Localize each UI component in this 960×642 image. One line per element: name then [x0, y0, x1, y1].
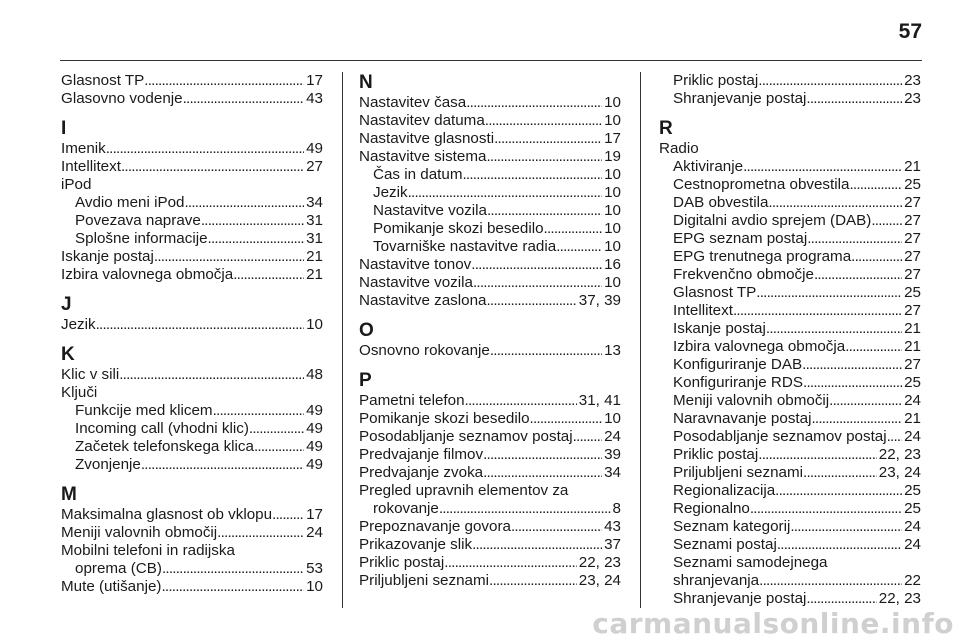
- dot-leader: [183, 90, 305, 108]
- page-reference: 21: [306, 266, 323, 283]
- page-reference: 10: [604, 166, 621, 183]
- index-entry: [359, 554, 621, 572]
- page-reference: 23, 24: [578, 572, 621, 589]
- index-letter-heading: M: [61, 484, 77, 505]
- index-subentry: [659, 518, 921, 536]
- index-term: Maksimalna glasnost ob vklopu: [61, 506, 273, 523]
- index-subentry: [61, 212, 323, 230]
- dot-leader: [743, 158, 902, 176]
- index-group-heading: Ključi: [61, 384, 98, 401]
- index-subentry: [659, 320, 921, 338]
- index-group-heading: iPod: [61, 176, 92, 193]
- page-reference: 10: [604, 112, 621, 129]
- index-entry: [61, 266, 323, 284]
- dot-leader: [483, 464, 602, 482]
- index-term: Seznami postaj: [673, 536, 777, 553]
- index-term: Regionalizacija: [673, 482, 776, 499]
- page-reference: 21: [904, 338, 921, 355]
- index-term: Glasnost TP: [673, 284, 757, 301]
- page-reference: 21: [904, 158, 921, 175]
- index-term: Priklic postaj: [673, 72, 759, 89]
- dot-leader: [887, 428, 902, 446]
- page-reference: 10: [604, 238, 621, 255]
- index-entry: [359, 464, 621, 482]
- page-reference: 27: [904, 212, 921, 229]
- index-entry: [359, 446, 621, 464]
- index-entry: [359, 572, 621, 590]
- index-term: Čas in datum: [373, 166, 463, 183]
- index-term: Seznam kategorij: [673, 518, 791, 535]
- dot-leader: [487, 202, 602, 220]
- index-subentry: [659, 266, 921, 284]
- index-term: Meniji valovnih območij: [673, 392, 830, 409]
- dot-leader: [121, 158, 304, 176]
- dot-leader: [556, 238, 602, 256]
- index-term: Aktiviranje: [673, 158, 744, 175]
- index-term: Priljubljeni seznami: [673, 464, 803, 481]
- index-term: Priljubljeni seznami: [359, 572, 489, 589]
- page-reference: 22, 23: [878, 590, 921, 607]
- page-reference: 22: [904, 572, 921, 589]
- index-group-heading: Radio: [659, 140, 699, 157]
- index-term: Osnovno rokovanje: [359, 342, 490, 359]
- index-letter-heading: K: [61, 344, 75, 365]
- index-subentry: [359, 202, 621, 220]
- page-reference: 10: [604, 184, 621, 201]
- index-term: Začetek telefonskega klica: [75, 438, 254, 455]
- dot-leader: [573, 428, 602, 446]
- dot-leader: [162, 560, 304, 578]
- index-term: Tovarniške nastavitve radia: [373, 238, 557, 255]
- dot-leader: [775, 482, 902, 500]
- dot-leader: [829, 392, 902, 410]
- page-reference: 10: [604, 202, 621, 219]
- header-rule: [60, 60, 922, 61]
- dot-leader: [473, 274, 602, 292]
- index-term: EPG seznam postaj: [673, 230, 808, 247]
- page-reference: 24: [604, 428, 621, 445]
- page-reference: 13: [604, 342, 621, 359]
- index-subentry: [61, 456, 323, 474]
- dot-leader: [485, 112, 602, 130]
- index-column-1: [61, 72, 323, 596]
- index-group-heading: Pregled upravnih elementov za: [359, 482, 569, 499]
- index-term: Frekvenčno območje: [673, 266, 814, 283]
- index-term: Mute (utišanje): [61, 578, 162, 595]
- index-subentry: [61, 230, 323, 248]
- index-entry: [359, 148, 621, 166]
- dot-leader: [141, 456, 304, 474]
- index-subentry: [659, 284, 921, 302]
- index-letter-heading: N: [359, 72, 373, 93]
- page-reference: 48: [306, 366, 323, 383]
- index-term: EPG trenutnega programa: [673, 248, 852, 265]
- dot-leader: [272, 506, 304, 524]
- index-term: Iskanje postaj: [673, 320, 766, 337]
- page-reference: 27: [904, 266, 921, 283]
- dot-leader: [803, 464, 877, 482]
- index-subentry: [659, 500, 921, 518]
- page-reference: 21: [904, 410, 921, 427]
- index-term: Glasnost TP: [61, 72, 145, 89]
- index-term: Avdio meni iPod: [75, 194, 185, 211]
- index-term: Intellitext: [61, 158, 121, 175]
- index-entry: [359, 130, 621, 148]
- index-subentry: [659, 482, 921, 500]
- index-entry: [359, 392, 621, 410]
- dot-leader: [790, 518, 902, 536]
- page-reference: 25: [904, 176, 921, 193]
- dot-leader: [161, 578, 304, 596]
- page-reference: 31: [306, 212, 323, 229]
- dot-leader: [802, 356, 902, 374]
- dot-leader: [544, 220, 603, 238]
- index-subentry: [61, 438, 323, 456]
- dot-leader: [733, 302, 902, 320]
- page-reference: 22, 23: [578, 554, 621, 571]
- index-entry: [359, 342, 621, 360]
- page-reference: 21: [306, 248, 323, 265]
- index-subentry: [359, 238, 621, 256]
- index-subentry: [659, 536, 921, 554]
- index-term: Predvajanje filmov: [359, 446, 484, 463]
- page-reference: 27: [904, 302, 921, 319]
- index-term: Povezava naprave: [75, 212, 201, 229]
- index-column-2: [359, 72, 621, 590]
- page-reference: 10: [306, 578, 323, 595]
- page-reference: 10: [306, 316, 323, 333]
- index-column-3: [659, 72, 921, 608]
- index-subentry: [659, 590, 921, 608]
- index-subentry: [61, 420, 323, 438]
- index-term: Prikazovanje slik: [359, 536, 473, 553]
- index-subentry: [61, 402, 323, 420]
- index-term: shranjevanja: [673, 572, 760, 589]
- dot-leader: [96, 316, 304, 334]
- index-subentry: [659, 248, 921, 266]
- page-reference: 16: [604, 256, 621, 273]
- page-reference: 24: [904, 428, 921, 445]
- index-entry: [61, 248, 323, 266]
- page-number: 57: [898, 20, 922, 43]
- page-reference: 25: [904, 482, 921, 499]
- dot-leader: [144, 72, 304, 90]
- page-reference: 34: [306, 194, 323, 211]
- page-reference: 49: [306, 420, 323, 437]
- index-letter-heading: I: [61, 118, 67, 139]
- index-term: Priklic postaj: [673, 446, 759, 463]
- index-term: Zvonjenje: [75, 456, 141, 473]
- index-entry: [61, 140, 323, 158]
- index-subentry: [359, 184, 621, 202]
- watermark: carmanualsonline.info: [592, 607, 954, 640]
- page-reference: 31, 41: [578, 392, 621, 409]
- dot-leader: [807, 230, 902, 248]
- column-divider: [640, 72, 641, 608]
- index-term: Intellitext: [673, 302, 733, 319]
- index-subentry: [659, 194, 921, 212]
- index-term: Priklic postaj: [359, 554, 445, 571]
- page-reference: 49: [306, 140, 323, 157]
- index-term: Nastavitev datuma: [359, 112, 485, 129]
- index-subentry: [659, 212, 921, 230]
- index-entry: [61, 158, 323, 176]
- page-reference: 49: [306, 402, 323, 419]
- page-reference: 23: [904, 90, 921, 107]
- dot-leader: [490, 342, 602, 360]
- page-reference: 10: [604, 220, 621, 237]
- index-term: Splošne informacije: [75, 230, 208, 247]
- index-term: Jezik: [373, 184, 408, 201]
- index-term: Nastavitve glasnosti: [359, 130, 495, 147]
- index-subentry: [659, 302, 921, 320]
- index-subentry: [359, 166, 621, 184]
- index-entry: [359, 292, 621, 310]
- page-reference: 24: [904, 536, 921, 553]
- index-subentry: [359, 500, 621, 518]
- index-subentry: [61, 194, 323, 212]
- index-term: Pametni telefon: [359, 392, 465, 409]
- index-term: Nastavitve tonov: [359, 256, 472, 273]
- page-reference: 8: [612, 500, 621, 517]
- index-term: Klic v sili: [61, 366, 120, 383]
- page-reference: 27: [904, 356, 921, 373]
- index-term: Predvajanje zvoka: [359, 464, 484, 481]
- index-term: Nastavitev časa: [359, 94, 467, 111]
- index-entry: [359, 518, 621, 536]
- dot-leader: [249, 420, 304, 438]
- dot-leader: [486, 292, 576, 310]
- dot-leader: [119, 366, 304, 384]
- index-subentry: [659, 410, 921, 428]
- dot-leader: [483, 446, 602, 464]
- index-letter-heading: P: [359, 370, 372, 391]
- page-reference: 39: [604, 446, 621, 463]
- dot-leader: [806, 90, 902, 108]
- index-subentry: [659, 158, 921, 176]
- index-entry: [61, 506, 323, 524]
- index-term: Izbira valovnega območja: [61, 266, 234, 283]
- dot-leader: [154, 248, 304, 266]
- page-reference: 23: [904, 72, 921, 89]
- dot-leader: [213, 402, 305, 420]
- dot-leader: [777, 536, 902, 554]
- index-subentry: [659, 392, 921, 410]
- page-reference: 10: [604, 274, 621, 291]
- index-entry: [359, 428, 621, 446]
- index-subentry: [659, 374, 921, 392]
- index-term: Jezik: [61, 316, 96, 333]
- dot-leader: [472, 536, 602, 554]
- index-entry: [359, 94, 621, 112]
- page-reference: 53: [306, 560, 323, 577]
- index-subentry: [659, 428, 921, 446]
- index-group-heading: Seznami samodejnega: [673, 554, 828, 571]
- dot-leader: [489, 572, 577, 590]
- index-term: Nastavitve sistema: [359, 148, 487, 165]
- index-term: DAB obvestila: [673, 194, 769, 211]
- index-term: Incoming call (vhodni klic): [75, 420, 249, 437]
- index-subentry: [659, 90, 921, 108]
- dot-leader: [462, 166, 602, 184]
- page-reference: 24: [904, 392, 921, 409]
- page-reference: 31: [306, 230, 323, 247]
- page-reference: 37: [604, 536, 621, 553]
- index-term: Glasovno vodenje: [61, 90, 183, 107]
- index-term: Izbira valovnega območja: [673, 338, 846, 355]
- index-term: Konfiguriranje RDS: [673, 374, 803, 391]
- page-reference: 25: [904, 500, 921, 517]
- index-subentry: [659, 176, 921, 194]
- index-entry: [61, 72, 323, 90]
- dot-leader: [750, 500, 902, 518]
- page-reference: 43: [604, 518, 621, 535]
- index-letter-heading: R: [659, 118, 673, 139]
- dot-leader: [465, 392, 577, 410]
- index-letter-heading: J: [61, 294, 72, 315]
- dot-leader: [530, 410, 603, 428]
- index-term: Naravnavanje postaj: [673, 410, 812, 427]
- dot-leader: [471, 256, 602, 274]
- index-entry: [61, 578, 323, 596]
- dot-leader: [511, 518, 602, 536]
- index-term: Konfiguriranje DAB: [673, 356, 803, 373]
- index-entry: [359, 256, 621, 274]
- index-term: Posodabljanje seznamov postaj: [673, 428, 887, 445]
- page-reference: 17: [306, 506, 323, 523]
- dot-leader: [217, 524, 304, 542]
- dot-leader: [811, 410, 902, 428]
- dot-leader: [849, 176, 902, 194]
- page-reference: 49: [306, 456, 323, 473]
- index-term: Digitalni avdio sprejem (DAB): [673, 212, 872, 229]
- index-entry: [61, 524, 323, 542]
- dot-leader: [851, 248, 902, 266]
- index-subentry: [61, 560, 323, 578]
- index-subentry: [659, 338, 921, 356]
- page-reference: 10: [604, 410, 621, 427]
- index-subentry: [659, 230, 921, 248]
- column-divider: [342, 72, 343, 608]
- index-subentry: [659, 572, 921, 590]
- index-term: Meniji valovnih območij: [61, 524, 218, 541]
- index-term: Nastavitve zaslona: [359, 292, 487, 309]
- dot-leader: [254, 438, 304, 456]
- index-entry: [61, 90, 323, 108]
- dot-leader: [466, 94, 602, 112]
- page-reference: 23, 24: [878, 464, 921, 481]
- dot-leader: [756, 284, 902, 302]
- dot-leader: [444, 554, 577, 572]
- page-reference: 19: [604, 148, 621, 165]
- index-term: Regionalno: [673, 500, 750, 517]
- index-term: Posodabljanje seznamov postaj: [359, 428, 573, 445]
- index-entry: [359, 274, 621, 292]
- page-reference: 22, 23: [878, 446, 921, 463]
- dot-leader: [845, 338, 902, 356]
- page-reference: 34: [604, 464, 621, 481]
- index-term: Pomikanje skozi besedilo: [373, 220, 544, 237]
- page-reference: 24: [306, 524, 323, 541]
- dot-leader: [758, 72, 902, 90]
- page-reference: 37, 39: [578, 292, 621, 309]
- dot-leader: [814, 266, 902, 284]
- index-subentry: [359, 220, 621, 238]
- dot-leader: [494, 130, 602, 148]
- dot-leader: [201, 212, 304, 230]
- index-entry: [61, 366, 323, 384]
- index-letter-heading: O: [359, 320, 374, 341]
- page-reference: 17: [604, 130, 621, 147]
- dot-leader: [106, 140, 304, 158]
- index-entry: [359, 410, 621, 428]
- page-reference: 27: [904, 194, 921, 211]
- dot-leader: [486, 148, 602, 166]
- index-group-heading: Mobilni telefoni in radijska: [61, 542, 235, 559]
- dot-leader: [766, 320, 902, 338]
- dot-leader: [768, 194, 902, 212]
- index-subentry: [659, 446, 921, 464]
- index-entry: [359, 112, 621, 130]
- index-term: Imenik: [61, 140, 106, 157]
- dot-leader: [758, 446, 877, 464]
- dot-leader: [408, 184, 602, 202]
- index-term: Shranjevanje postaj: [673, 90, 807, 107]
- page-reference: 21: [904, 320, 921, 337]
- dot-leader: [759, 572, 902, 590]
- index-entry: [61, 316, 323, 334]
- page-reference: 43: [306, 90, 323, 107]
- index-subentry: [659, 72, 921, 90]
- page-reference: 17: [306, 72, 323, 89]
- index-term: Nastavitve vozila: [373, 202, 487, 219]
- index-term: Shranjevanje postaj: [673, 590, 807, 607]
- dot-leader: [233, 266, 304, 284]
- index-entry: [359, 536, 621, 554]
- dot-leader: [803, 374, 902, 392]
- index-term: Pomikanje skozi besedilo: [359, 410, 530, 427]
- page-reference: 25: [904, 284, 921, 301]
- index-term: Cestnoprometna obvestila: [673, 176, 850, 193]
- index-subentry: [659, 464, 921, 482]
- index-term: Iskanje postaj: [61, 248, 154, 265]
- page-reference: 27: [904, 230, 921, 247]
- page-reference: 25: [904, 374, 921, 391]
- page-reference: 49: [306, 438, 323, 455]
- index-term: Nastavitve vozila: [359, 274, 473, 291]
- index-term: Funkcije med klicem: [75, 402, 213, 419]
- index-term: Prepoznavanje govora: [359, 518, 511, 535]
- dot-leader: [184, 194, 304, 212]
- page-reference: 10: [604, 94, 621, 111]
- dot-leader: [871, 212, 902, 230]
- page-reference: 27: [904, 248, 921, 265]
- page-reference: 27: [306, 158, 323, 175]
- page-reference: 24: [904, 518, 921, 535]
- dot-leader: [806, 590, 876, 608]
- index-subentry: [659, 356, 921, 374]
- dot-leader: [208, 230, 305, 248]
- dot-leader: [439, 500, 611, 518]
- index-term: oprema (CB): [75, 560, 162, 577]
- index-term: rokovanje: [373, 500, 439, 517]
